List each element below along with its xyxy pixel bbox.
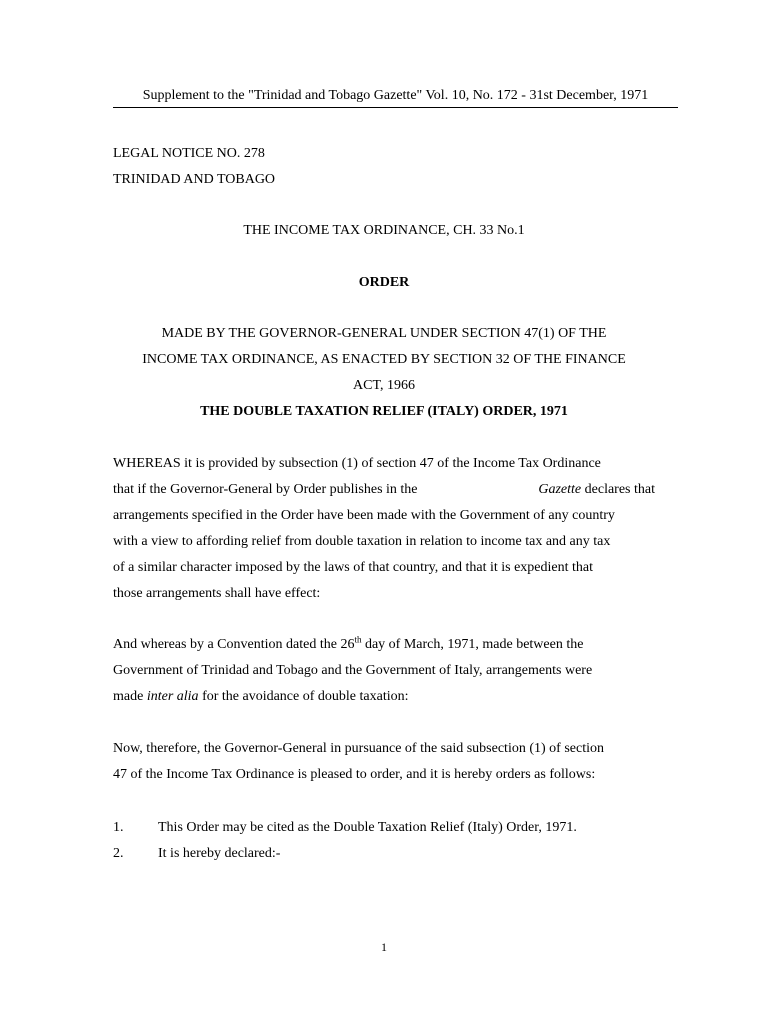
whereas-line-2: that if the Governor-General by Order publishes in the Gazette declares that (113, 482, 655, 497)
and-whereas-line-1: And whereas by a Convention dated the 26th day of March, 1971, made between the (113, 634, 584, 652)
item-text: It is hereby declared:- (158, 846, 281, 861)
page-number: 1 (381, 940, 387, 954)
order-item-2 (113, 841, 655, 867)
and-whereas-line-3: made inter alia for the avoidance of double taxation: (113, 689, 409, 704)
and-whereas-line-2: Government of Trinidad and Tobago and the Government of Italy, arrangements were (113, 663, 593, 678)
order-heading: ORDER (358, 275, 410, 290)
whereas-line-3: arrangements specified in the Order have been made with the Government of any country (113, 508, 615, 523)
legal-notice-block (113, 141, 655, 193)
country-name: TRINIDAD AND TOBAGO (113, 172, 276, 187)
item-number: 2. (113, 846, 124, 861)
whereas-line-5: of a similar character imposed by the laws of that country, and that it is expedient that (113, 560, 593, 575)
now-therefore-line-2: 47 of the Income Tax Ordinance is pleased to order, and it is hereby orders as follows: (113, 767, 596, 782)
order-title: THE DOUBLE TAXATION RELIEF (ITALY) ORDER, 1971 (200, 404, 568, 419)
item-number: 1. (113, 820, 124, 835)
whereas-line-1: WHEREAS it is provided by subsection (1) of section 47 of the Income Tax Ordinance (113, 456, 601, 471)
and-whereas-paragraph (113, 632, 655, 710)
whereas-line-4: with a view to affording relief from double taxation in relation to income tax and any tax (113, 534, 611, 549)
now-therefore-line-1: Now, therefore, the Governor-General in pursuance of the said subsection (1) of section (113, 741, 604, 756)
now-therefore-paragraph (113, 736, 655, 788)
order-item-1 (113, 815, 655, 841)
legal-notice-number: LEGAL NOTICE NO. 278 (113, 146, 265, 161)
made-by-statement: MADE BY THE GOVERNOR-GENERAL UNDER SECTION 47(1) OF THE INCOME TAX ORDINANCE, AS ENACTED BY SECTION 32 OF THE FINANCE ACT, 1966 (142, 326, 626, 393)
whereas-paragraph (113, 451, 655, 607)
ordinance-title: THE INCOME TAX ORDINANCE, CH. 33 No.1 (243, 223, 525, 238)
gazette-supplement-header: Supplement to the "Trinidad and Tobago Gazette" Vol. 10, No. 172 - 31st December, 1971 (113, 86, 678, 108)
whereas-line-6: those arrangements shall have effect: (113, 586, 321, 601)
item-text: This Order may be cited as the Double Taxation Relief (Italy) Order, 1971. (158, 820, 577, 835)
